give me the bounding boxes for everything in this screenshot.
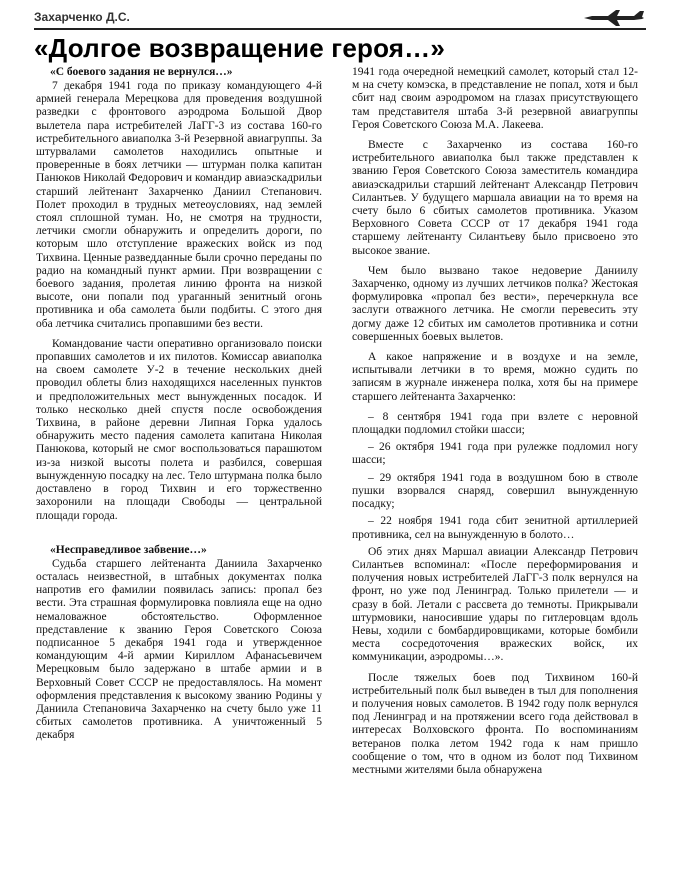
paragraph: А какое напряжение и в воздухе и на земле, испытывали летчики в то время, можно судить по записям в журнале инженера полка, хотя бы на примере старшего лейтенанта Захарченко: [352, 351, 638, 403]
article-title: «Долгое возвращение героя…» [34, 33, 446, 63]
paragraph: Вместе с Захарченко из состава 160-го истребительного авиаполка был также представлен к званию Героя Советского Союза заместитель командира авиаэскадрильи старший лейтенант Александр Петрович Силантьев. У будущего маршала авиации на то время на счету было 6 сбитых самолетов противника. Указом Верховного Совета СССР от 17 декабря 1941 года старшему лейтенанту Силантьеву было присвоено это высокое звание. [352, 139, 638, 257]
paragraph: После тяжелых боев под Тихвином 160-й истребительный полк был выведен в тыл для пополнения и получения новых самолетов. В 1942 году полк вернулся под Ленинград и на протяжении всего года действовал в интересах Волховского фронта. По воспоминаниям ветеранов полка летом 1942 года к нам пришло сообщение о том, что в одном из болот под Тихвином местными жителями была обнаружена [352, 671, 638, 776]
paragraph: Судьба старшего лейтенанта Даниила Захарченко осталась неизвестной, в штабных документах полка напротив его фамилии появилась запись: пропал без вести. Эта страшная формулировка повлияла еще на одно немаловажное обстоятельство. Оформленное представление к званию Героя Советского Союза подписанное 5 декабря 1941 года и утвержденное командующим 4-й армии Кириллом Афанасьевичем Мерецковым было задержано в штабе армии и в Верховный Совет СССР не предоставлялось. На момент оформления представления к высокому званию Родины у Даниила Степановича Захарченко на счету было уже 11 сбитых самолетов противника. А уничтоженный 5 декабря [36, 557, 322, 742]
section-heading: «С боевого задания не вернулся…» [50, 66, 233, 78]
right-column [352, 66, 638, 874]
aircraft-silhouette-icon [582, 9, 646, 27]
paragraph: Командование части оперативно организовало поиски пропавших самолетов и их пилотов. Комиссар авиаполка на своем самолете У-2 в течение нескольких дней проводил облеты близ находящихся населенных пунктов и предположительных мест вынужденных посадок. И только несколько дней спустя после освобождения Тихвина, в районе деревни Липная Горка удалось обнаружить место падения самолета капитана Николая Панюкова, который не смог воспользоваться парашютом из-за низкой высоты полета и разбился, совершая вынужденную посадку на лес. Тело штурмана полка было доставлено в город Тихвин и его торжественно захоронили на площади Свободы — центральной площади города. [36, 337, 322, 522]
section-spacer [36, 530, 322, 544]
paragraph: 1941 года очередной немецкий самолет, который стал 12-м на счету комэска, в представление не попал, хотя и был сбит над своим аэродромом на глазах присутствующего там представителя штаба 3-й резервной авиагруппы Героя Советского Союза М.А. Лакеева. [352, 66, 638, 131]
list-item: – 26 октября 1941 года при рулежке подломил ногу шасси; [352, 441, 638, 467]
paragraph: 7 декабря 1941 года по приказу командующего 4-й армией генерала Мерецкова для проведения воздушной разведки с фронтового аэродрома Большой Двор вылетела пара истребителей ЛаГГ-3 из состава 160-го истребительного авиаполка 3-й Резервной авиагруппы. За штурвалами самолетов находились опытные и проверенные в боях летчики — штурман полка капитан Панюков Николай Федорович и командир авиаэскадрильи старший лейтенант Захарченко Даниил Степанович. Полет проходил в трудных метеоусловиях, над землей стоял сплошной туман. Но, не смотря на трудности, летчики смогли обнаружить и определить дороги, по которым шло отступление вражеских войск из под Тихвина. Ценные разведданные были срочно переданы по радио на командный пункт армии. При возвращении с боевого задания, пролетая линию фронта на низкой высоте, они попали под ураганный зенитный огонь противника и оба самолета были подбиты. С этого дня оба летчика считались пропавшими без вести. [36, 80, 322, 330]
section-heading: «Несправедливое забвение…» [50, 543, 207, 556]
page-header [34, 8, 646, 30]
left-column [36, 66, 322, 874]
author-name: Захарченко Д.С. [34, 10, 130, 24]
paragraph: Об этих днях Маршал авиации Александр Петрович Силантьев вспоминал: «После переформирования и получения новых истребителей ЛаГГ-3 полк вернулся на фронт, но уже под Ленинград. Только прилетели — и сразу в бой. Летали с рассвета до темноты. Прикрывали штурмовики, наносившие удары по гитлеровцам вдоль Невы, ходили с бомбардировщиками, которые бомбили места сосредоточения вражеских войск, их коммуникации, аэродромы…». [352, 545, 638, 664]
list-item: – 22 ноября 1941 года сбит зенитной артиллерией противника, сел на вынужденную в болото… [352, 515, 638, 541]
paragraph: Чем было вызвано такое недоверие Даниилу Захарченко, одному из лучших летчиков полка? Жестокая формулировка «пропал без вести», перечеркнула все заслуги отважного летчика. Не смогли перевесить эту догму даже 12 сбитых им самолетов противника и сотни совершенных боевых вылетов. [352, 264, 638, 343]
list-item: – 29 октября 1941 года в воздушном бою в стволе пушки взорвался снаряд, совершил вынужденную посадку; [352, 471, 638, 511]
list-item: – 8 сентября 1941 года при взлете с неровной площадки подломил стойки шасси; [352, 410, 638, 437]
